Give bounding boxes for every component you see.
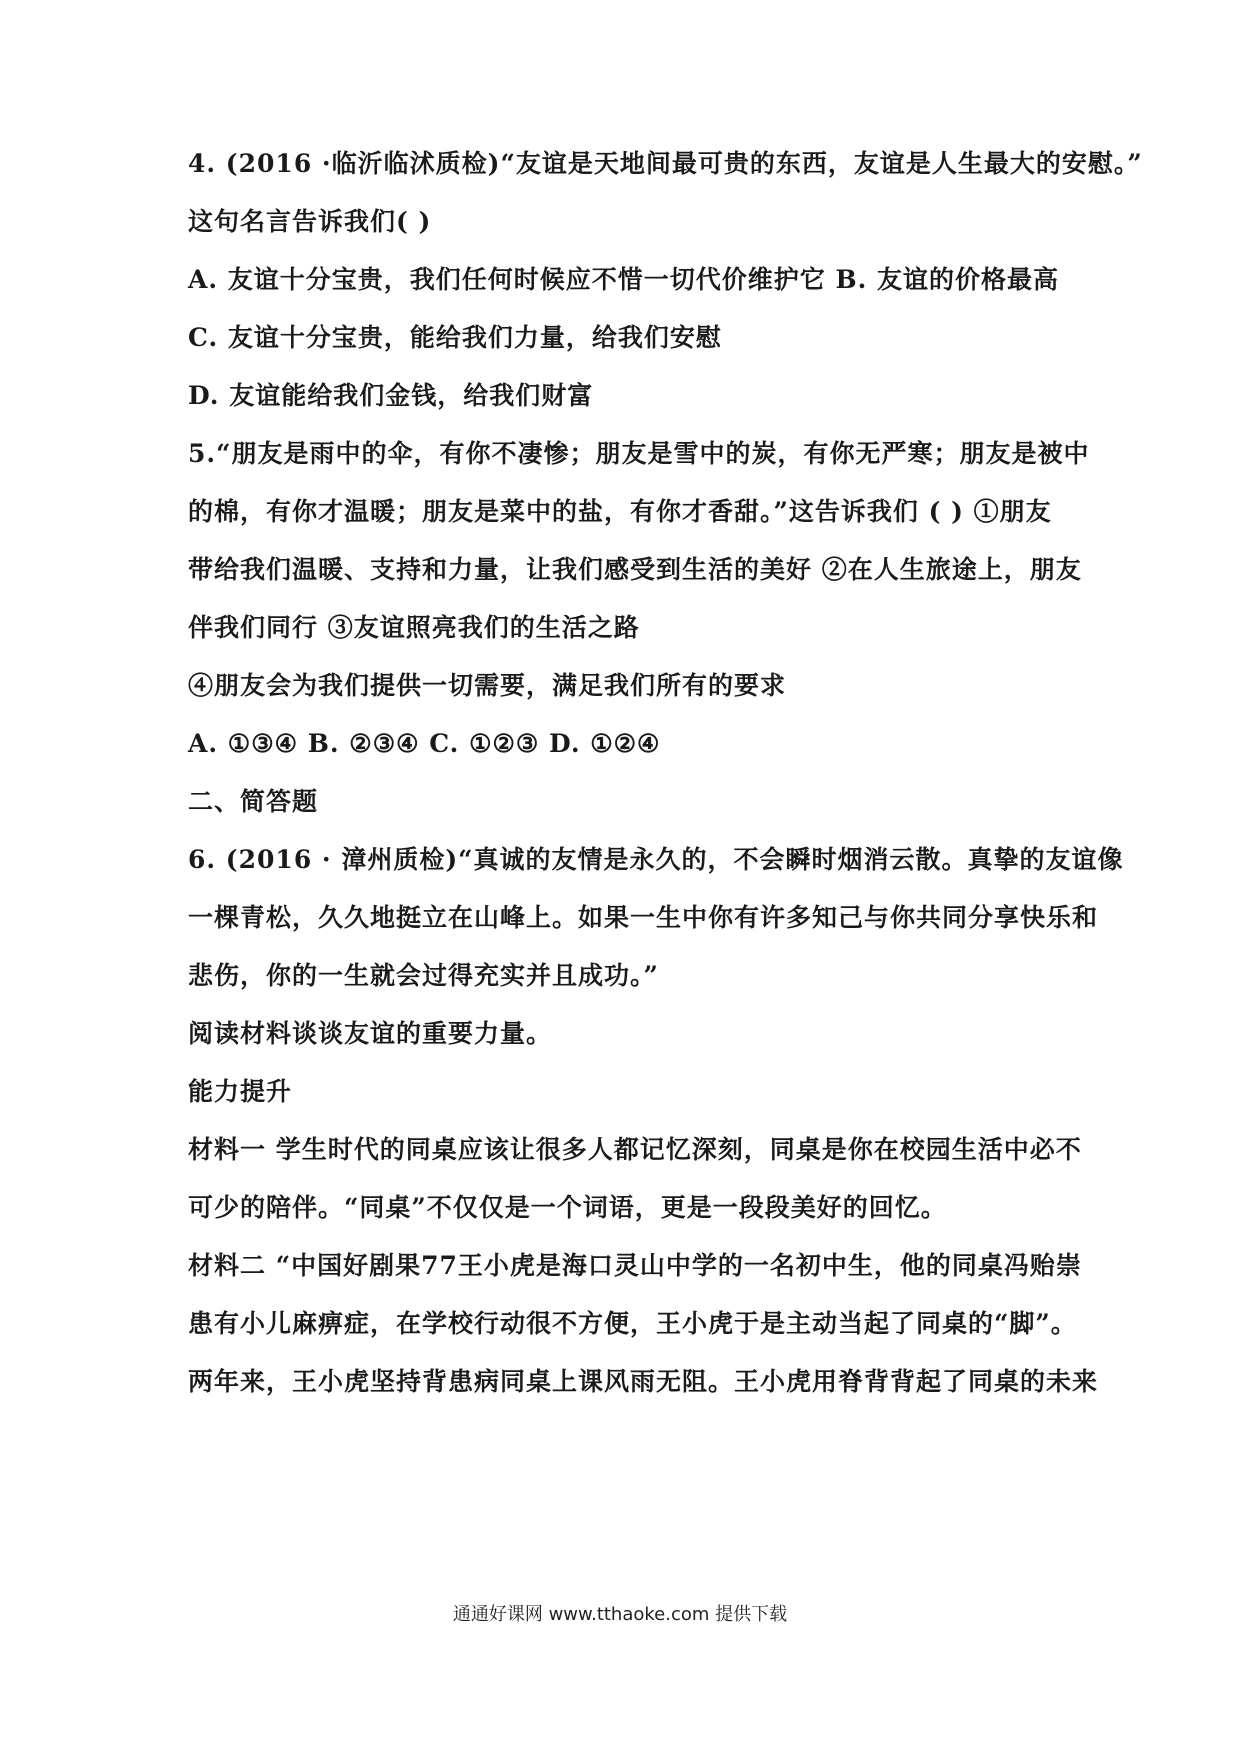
text-line: A. ①③④ B. ②③④ C. ①②③ D. ①②④	[188, 729, 661, 758]
section-heading: 二、简答题	[188, 787, 319, 816]
text-line: 5.“朋友是雨中的伞，有你不凄惨；朋友是雪中的炭，有你无严寒；朋友是被中	[188, 439, 1090, 468]
text-line: 两年来，王小虎坚持背患病同桌上课风雨无阻。王小虎用脊背背起了同桌的未来	[188, 1367, 1099, 1396]
text-line: 材料二 “中国好剧果77王小虎是海口灵山中学的一名初中生，他的同桌冯贻崇	[188, 1251, 1082, 1280]
text-line: 悲伤，你的一生就会过得充实并且成功。”	[188, 961, 659, 990]
page-footer: 通通好课网 www.tthaoke.com 提供下载	[452, 1604, 788, 1625]
text-line: 材料一 学生时代的同桌应该让很多人都记忆深刻，同桌是你在校园生活中必不	[188, 1135, 1082, 1164]
text-line: 6. (2016 · 漳州质检)“真诚的友情是永久的，不会瞬时烟消云散。真挚的友谊像	[188, 845, 1124, 874]
text-line: 患有小儿麻痹症，在学校行动很不方便，王小虎于是主动当起了同桌的“脚”。	[188, 1309, 1077, 1338]
text-line: C. 友谊十分宝贵，能给我们力量，给我们安慰	[188, 323, 722, 352]
text-line: 阅读材料谈谈友谊的重要力量。	[188, 1019, 553, 1048]
text-line: D. 友谊能给我们金钱，给我们财富	[188, 381, 594, 410]
section-heading: 能力提升	[188, 1077, 293, 1106]
text-line: 带给我们温暖、支持和力量，让我们感受到生活的美好 ②在人生旅途上，朋友	[188, 555, 1082, 584]
text-line: 伴我们同行 ③友谊照亮我们的生活之路	[188, 613, 640, 642]
text-line: 一棵青松，久久地挺立在山峰上。如果一生中你有许多知己与你共同分享快乐和	[188, 903, 1099, 932]
text-line: 的棉，有你才温暖；朋友是菜中的盐，有你才香甜。”这告诉我们 ( ) ①朋友	[188, 497, 1052, 526]
text-line: 4. (2016 ·临沂临沭质检)“友谊是天地间最可贵的东西，友谊是人生最大的安慰。”	[188, 149, 1143, 178]
text-line: ④朋友会为我们提供一切需要，满足我们所有的要求	[188, 671, 787, 700]
text-line: 这句名言告诉我们( )	[188, 207, 432, 236]
text-line: 可少的陪伴。“同桌”不仅仅是一个词语，更是一段段美好的回忆。	[188, 1193, 947, 1222]
text-line: A. 友谊十分宝贵，我们任何时候应不惜一切代价维护它 B. 友谊的价格最高	[188, 265, 1060, 294]
